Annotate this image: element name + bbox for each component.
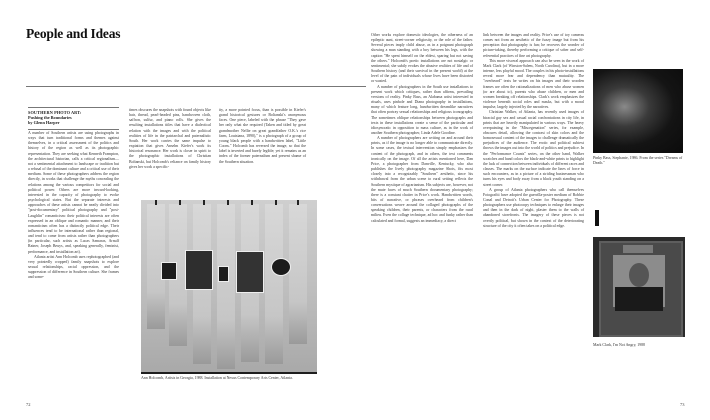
paragraph: Other works explore domestic ideologies, the otherness of an epileptic aunt, street-corner religiosity, or the role of the father. Several pieces imply child abuse, as in a poignant photograph showing a man standing with a boy between his legs, with the caption "He spent himself on the eldest, sparing but not saving the others." Holcomb's poetic installations are not nostalgic or sentimental; she subtly evokes the abusive realities of life and of Southern history (and their survival in the present world) at the level of the pain of individuals whose lives have been distorted or wasted. bbox=[371, 33, 473, 84]
figure-clark-portrait bbox=[593, 237, 685, 337]
hanging-peg bbox=[275, 200, 277, 205]
round-snapshot bbox=[271, 258, 291, 276]
article-kicker: SOUTHERN PHOTO ART: bbox=[28, 110, 82, 115]
hanging-banner bbox=[289, 204, 307, 344]
paragraph: Atlanta artist Ann Holcomb uses rephotographed (and very pointedly cropped) family snapshots to explore sexual relationships, racial oppression, and the suppression of difference in Southern culture. She frames and some- bbox=[28, 254, 119, 280]
caption-ross: Pinky Bass, Stephanie, 1986. From the series "Dreams of Death." bbox=[593, 156, 683, 165]
paragraph: A number of photographers are writing on and around their prints, as if the image is no longer able to communicate directly. In some cases, the textual intervention simply emphasizes the content of the photograph, and in others, the text comments ironically on the image. Of all the artists mentioned here, Dan Price, a photographer from Danville, Kentucky, who also publishes the lively photography magazine Shots, fits most closely into a recognizably "Southern" aesthetic, since his withdrawal from the urban scene to rural setting reflects the Southern mystique of agrarianism. His subjects are, however, not the mute faces of much Southern documentary photography; there is a constant chatter in Price's work. Handwritten words, bits of narrative, or phrases overheard from children's conversations weave around the collaged photographs of the speaking children, their parents, or characters from the rural milieu. Even the collage technique, ad hoc and funky rather than calculated and formal, suggests an immediacy, a direct bbox=[371, 136, 473, 223]
gutter-mark bbox=[595, 210, 599, 226]
figure-installation bbox=[141, 200, 317, 374]
paragraph: This more visceral approach can also be seen in the work of Mark Clark (of Winston-Salem, North Carolina), but in a more intense, less playful mood. The couples in his photo-installations reveal more fear and dependency than mutuality. The "overheard" texts he writes on his images and their wooden frames are often the rationalizations of men who abuse women (or are about to), parents who abuse children, or men and women breaking off relationships. Clark's work emphasizes the violence beneath social roles and masks, but with a moral impulse, largely injected by the narratives. bbox=[483, 58, 584, 110]
text-column-1 bbox=[28, 131, 119, 281]
hanging-peg bbox=[227, 200, 229, 205]
text-column-5 bbox=[483, 33, 584, 229]
hanging-banner bbox=[265, 204, 283, 364]
page-title: People and Ideas bbox=[26, 26, 121, 41]
text-column-2 bbox=[129, 108, 211, 170]
article-byline: by Glenn Harper bbox=[28, 120, 60, 126]
text-column-4 bbox=[371, 33, 473, 224]
hanging-peg bbox=[297, 200, 299, 205]
hanging-peg bbox=[179, 200, 181, 205]
framed-snapshot bbox=[218, 266, 229, 282]
paragraph: A number of Southern artists are using photographs in ways that turn traditional forms and themes against themselves, in a critical assessment of the politics and history of the region as well as its photographic representation. They are seeking what Kenneth Frampton, the architectural historian, calls a critical regionalism—not a sentimental attachment to landscape or tradition but a refusal of the dominant culture and a critical use of their medium. Some of these photographers address the region directly, in works that challenge the myths concealing the relations among the various competitors for social and political power. Others are more inward-looking, interested in the capacity of photography to evoke psychological states. But the separate interests and approaches of these artists cannot be neatly divided into "post-documentary" political photography and "post-Laughlin" romanticism: their political interests are often expressed in an oblique and romantic manner, and their romanticism often has a distinctly political edge. Their influences tend to be international rather than regional, and tend to come from artists rather than photographers (in particular, such artists as Lucas Samaras, Arnulf Rainer, Joseph Beuys, and, speaking generally, feminist, performance, and installation art). bbox=[28, 131, 119, 254]
hanging-peg bbox=[203, 200, 205, 205]
paragraph: Christian Walker, of Atlanta, has recently used images of biracial gay sex and casual racial confrontations in city life, in prints that are heavily manipulated in various ways. The heavy overpainting in the "Miscegenation" series, for example, obscures detail, allowing the contrast of skin colors and the homosexual content of the images to challenge dramatically the prejudices of the audience. The erotic and political subtext throws the images out into the world of politics and prejudice. In the "Performance Counts" series, on the other hand, Walker scratches and hand colors the black-and-white prints to highlight the lack of connection between individuals of different races and classes. The marks on the surface indicate the lines of force in such encounters, as in a picture of a striding businessman who turns his eyes and body away from a black youth standing on a street corner. bbox=[483, 110, 584, 187]
paragraph: A group of Atlanta photographers who call themselves Fotografiti have adopted the guerrilla-poster medium of Robbie Conal and Detroit's Urban Center for Photography. These photographers use photocopy techniques to enlarge their images and then in the dark of night, plaster them to the walls of abandoned storefronts. The imagery of these pieces is not overtly political, but shown in the context of the deteriorating structure of the city it often takes on a political edge. bbox=[483, 187, 584, 228]
framed-snapshot bbox=[185, 250, 213, 290]
framed-snapshot bbox=[236, 251, 264, 293]
framed-snapshot bbox=[161, 262, 177, 280]
article-headbox bbox=[28, 107, 119, 130]
paragraph: ity, a more pointed focus, than is possible in Kiefer's grand historical gestures or Boltanski's anonymous faces. One piece, labeled with the phrase "They gave her only what she required (Taken and titled by great grandmother Nellie on great grandfather O.K.'s rice farm, Louisiana, 1890)," is a photograph of a group of young black people with a handwritten label, "Little Coons." Holcomb has reversed the image, so that the label is inverted and barely legible; yet it remains as an index of the former paternalism and present shame of the Southern situation. bbox=[219, 108, 306, 164]
hanging-peg bbox=[251, 200, 253, 205]
portrait-face bbox=[629, 263, 649, 287]
page-number-right: 73 bbox=[680, 402, 685, 407]
title-rule bbox=[26, 86, 366, 87]
frame-label bbox=[623, 245, 653, 253]
portrait-suit bbox=[615, 287, 663, 311]
hanging-banner bbox=[217, 204, 235, 369]
caption-installation: Ann Holcomb, Artists in Georgia, 1988. Installation at Nexus Contemporary Arts Center, Atlanta. bbox=[141, 376, 293, 380]
hanging-peg bbox=[155, 200, 157, 205]
paragraph: A number of photographers in the South use installations to present work which critiques, rather than affirms, prevailing versions of reality. Pinky Bass, an Alabama artist interested in rituals, uses pinhole and Diana photography in installations, many of which feature long, handwritten dreamlike narratives that often portray sexual relationships and religious iconography. The sometimes oblique relationships between photographs and texts in these installations create a sense of the particular and idiosyncratic in opposition to mass culture, as in the work of another Southern photographer, Linda Adele Goodine. bbox=[371, 84, 473, 135]
text-column-3 bbox=[219, 108, 306, 165]
page-number-left: 72 bbox=[26, 402, 31, 407]
caption-clark: Mark Clark, I'm Not Angry, 1988 bbox=[593, 343, 645, 347]
article-subtitle: Pushing the Boundaries bbox=[28, 115, 72, 121]
figure-ross-portrait bbox=[593, 69, 683, 153]
paragraph: link between the images and reality. Price's use of toy cameras comes not from an aesthetic of the fuzzy image but from his perception that photography is fun; he recovers the wonder of picture-taking, thereby performing a critique of sober and self-referential practices of fine art photography. bbox=[483, 33, 584, 58]
paragraph: times obscures the snapshots with found objects like hair, thread, pearl-headed pins, handwoven cloth, saffron, sulfur, and piano rolls. She gives the resulting installations titles that have a dialectical relation with the images and with the political realities of life in the patriarchal and paternalistic South. Her work carries the same impulse to expiation that gives Anselm Kiefer's work its historical resonance. Her work is closer in spirit to the photographic installations of Christian Boltanski, but Holcomb's reliance on family history gives her work a specific- bbox=[129, 108, 211, 169]
